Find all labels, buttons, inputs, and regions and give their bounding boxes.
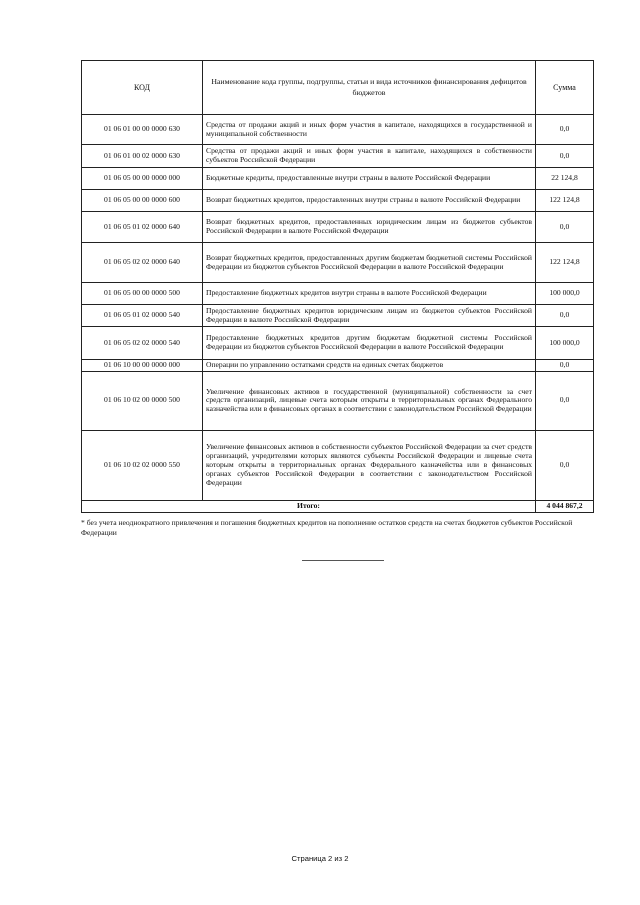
table-row (82, 212, 594, 243)
row-code: 01 06 05 00 00 0000 000 (82, 168, 203, 190)
row-sum: 0,0 (536, 212, 594, 243)
table-row (82, 430, 594, 500)
row-sum: 0,0 (536, 145, 594, 168)
row-sum: 0,0 (536, 115, 594, 145)
header-code: КОД (82, 61, 203, 115)
row-sum: 100 000,0 (536, 327, 594, 360)
total-sum: 4 044 867,2 (536, 500, 594, 512)
row-name: Предоставление бюджетных кредитов другим бюджетам бюджетной системы Российской Федерации из бюджетов субъектов Российской Федерации в валюте Российской Федерации (203, 327, 536, 360)
row-sum: 0,0 (536, 305, 594, 327)
header-sum: Сумма (536, 61, 594, 115)
row-sum: 100 000,0 (536, 283, 594, 305)
row-name: Средства от продажи акций и иных форм участия в капитале, находящихся в государственной и муниципальной собственности (203, 115, 536, 145)
row-code: 01 06 05 02 02 0000 640 (82, 243, 203, 283)
row-code: 01 06 10 02 02 0000 550 (82, 430, 203, 500)
total-label: Итого: (82, 500, 536, 512)
header-name: Наименование кода группы, подгруппы, статьи и вида источников финансирования дефицитов бюджетов (203, 61, 536, 115)
row-name: Операции по управлению остатками средств на единых счетах бюджетов (203, 360, 536, 372)
row-code: 01 06 05 00 00 0000 500 (82, 283, 203, 305)
row-name: Возврат бюджетных кредитов, предоставленных другим бюджетам бюджетной системы Российской Федерации из бюджетов субъектов Российской Федерации в валюте Российской Федерации (203, 243, 536, 283)
row-sum: 122 124,8 (536, 190, 594, 212)
table-row (82, 360, 594, 372)
row-name: Средства от продажи акций и иных форм участия в капитале, находящихся в собственности субъектов Российской Федерации (203, 145, 536, 168)
row-name: Возврат бюджетных кредитов, предоставленных юридическим лицам из бюджетов субъектов Российской Федерации в валюте Российской Федерации (203, 212, 536, 243)
row-name: Возврат бюджетных кредитов, предоставленных внутри страны в валюте Российской Федерации (203, 190, 536, 212)
table-row (82, 283, 594, 305)
row-name: Увеличение финансовых активов в собственности субъектов Российской Федерации за счет средств организаций, учредителями которых являются субъекты Российской Федерации и лицевые счета которым открыты в территориальных органах Федерального казначейства или в финансовых органах субъектов Российской Федерации в соответствии с законодательством Российской Федерации (203, 430, 536, 500)
budget-sources-table (81, 60, 594, 513)
divider-line (302, 560, 384, 561)
row-code: 01 06 01 00 00 0000 630 (82, 115, 203, 145)
row-code: 01 06 05 01 02 0000 540 (82, 305, 203, 327)
row-sum: 0,0 (536, 371, 594, 430)
total-row (82, 500, 594, 512)
row-sum: 0,0 (536, 360, 594, 372)
table-row (82, 371, 594, 430)
table-row (82, 327, 594, 360)
footnote: * без учета неоднократного привлечения и погашения бюджетных кредитов на пополнение остатков средств на счетах бюджетов субъектов Российской Федерации (81, 518, 573, 537)
page-number: Страница 2 из 2 (291, 854, 349, 863)
table-row (82, 190, 594, 212)
row-name: Предоставление бюджетных кредитов внутри страны в валюте Российской Федерации (203, 283, 536, 305)
table-row (82, 243, 594, 283)
row-code: 01 06 05 01 02 0000 640 (82, 212, 203, 243)
row-name: Увеличение финансовых активов в государственной (муниципальной) собственности за счет средств организаций, лицевые счета которым открыты в территориальных органах Федерального казначейства или в финансовых органах в соответствии с законодательством Российской Федерации (203, 371, 536, 430)
row-code: 01 06 10 02 00 0000 500 (82, 371, 203, 430)
table-row (82, 168, 594, 190)
row-code: 01 06 05 00 00 0000 600 (82, 190, 203, 212)
row-code: 01 06 01 00 02 0000 630 (82, 145, 203, 168)
table-header-row (82, 61, 594, 115)
row-sum: 0,0 (536, 430, 594, 500)
row-code: 01 06 05 02 02 0000 540 (82, 327, 203, 360)
row-name: Бюджетные кредиты, предоставленные внутри страны в валюте Российской Федерации (203, 168, 536, 190)
table-row (82, 145, 594, 168)
table-row (82, 115, 594, 145)
row-code: 01 06 10 00 00 0000 000 (82, 360, 203, 372)
table-row (82, 305, 594, 327)
row-sum: 122 124,8 (536, 243, 594, 283)
row-name: Предоставление бюджетных кредитов юридическим лицам из бюджетов субъектов Российской Федерации в валюте Российской Федерации (203, 305, 536, 327)
row-sum: 22 124,8 (536, 168, 594, 190)
